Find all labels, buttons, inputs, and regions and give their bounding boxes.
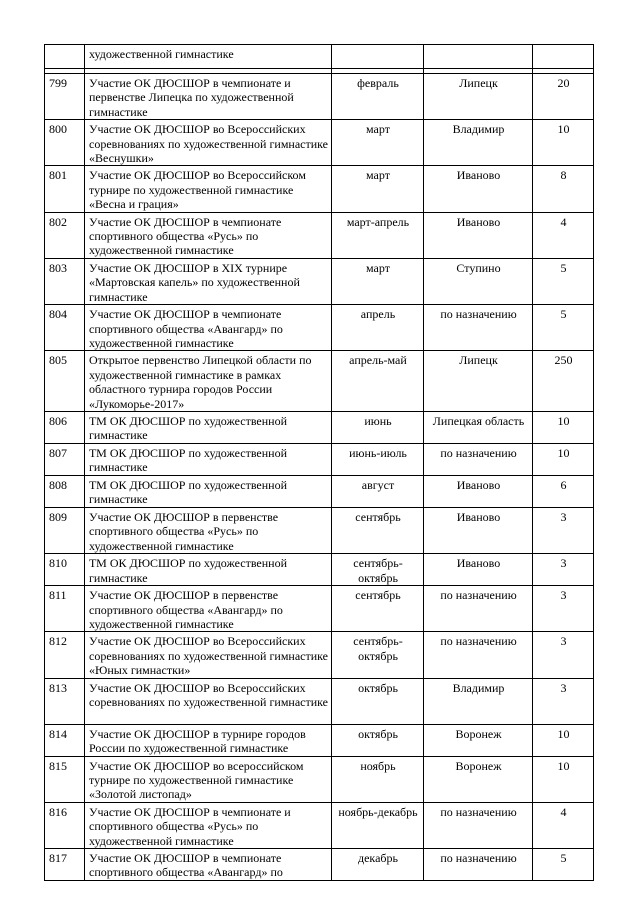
events-table-body (45, 45, 594, 881)
cell-place: по назначению (424, 802, 533, 848)
cell-number: 806 (45, 411, 85, 443)
cell-event-name: Участие ОК ДЮСШОР в первенстве спортивного общества «Авангард» по художественной гимнастике (85, 586, 332, 632)
cell-place: Владимир (424, 120, 533, 166)
table-row (45, 120, 594, 166)
cell-date: февраль (332, 74, 424, 120)
table-row (45, 632, 594, 678)
cell-number: 815 (45, 756, 85, 802)
table-row (45, 258, 594, 304)
cell-date: март-апрель (332, 212, 424, 258)
cell-count: 3 (533, 586, 594, 632)
cell-date: июнь-июль (332, 443, 424, 475)
cell-date: октябрь (332, 724, 424, 756)
cell-number: 812 (45, 632, 85, 678)
cell-event-name: Участие ОК ДЮСШОР во всероссийском турнире по художественной гимнастике «Золотой листопад» (85, 756, 332, 802)
table-row (45, 443, 594, 475)
table-row (45, 678, 594, 724)
cell-date: март (332, 258, 424, 304)
cell-place: Липецк (424, 74, 533, 120)
cell-date: апрель-май (332, 351, 424, 412)
table-row (45, 802, 594, 848)
cell-count: 3 (533, 507, 594, 553)
cell-count: 250 (533, 351, 594, 412)
cell-number: 814 (45, 724, 85, 756)
table-row (45, 411, 594, 443)
table-row (45, 74, 594, 120)
cell-number: 807 (45, 443, 85, 475)
cell-number: 805 (45, 351, 85, 412)
cell-number: 802 (45, 212, 85, 258)
table-row (45, 586, 594, 632)
cell-date: сентябрь-октябрь (332, 554, 424, 586)
cell-place: по назначению (424, 443, 533, 475)
table-row (45, 305, 594, 351)
cell-event-name: Участие ОК ДЮСШОР в первенстве спортивного общества «Русь» по художественной гимнастике (85, 507, 332, 553)
cell-date: декабрь (332, 849, 424, 881)
cell-count: 20 (533, 74, 594, 120)
cell-count: 3 (533, 632, 594, 678)
cell-event-name: Участие ОК ДЮСШОР в чемпионате и спортивного общества «Русь» по художественной гимнастике (85, 802, 332, 848)
cell-number: 804 (45, 305, 85, 351)
cell-date (332, 45, 424, 69)
cell-place: Иваново (424, 475, 533, 507)
cell-event-name: Участие ОК ДЮСШОР в чемпионате спортивного общества «Авангард» по художественной гимнастике (85, 305, 332, 351)
table-row (45, 212, 594, 258)
cell-event-name: художественной гимнастике (85, 45, 332, 69)
cell-event-name: Открытое первенство Липецкой области по художественной гимнастике в рамках областного турнира городов России «Лукоморье-2017» (85, 351, 332, 412)
cell-number: 813 (45, 678, 85, 724)
cell-place: по назначению (424, 586, 533, 632)
cell-count: 3 (533, 678, 594, 724)
cell-event-name: Участие ОК ДЮСШОР во Всероссийских соревнованиях по художественной гимнастике «Юных гимнастки» (85, 632, 332, 678)
cell-count: 10 (533, 120, 594, 166)
cell-place: Липецкая область (424, 411, 533, 443)
cell-count: 4 (533, 212, 594, 258)
cell-number: 809 (45, 507, 85, 553)
table-row (45, 475, 594, 507)
cell-place: Иваново (424, 554, 533, 586)
cell-date: ноябрь (332, 756, 424, 802)
cell-place: Воронеж (424, 756, 533, 802)
cell-place: Владимир (424, 678, 533, 724)
cell-number: 800 (45, 120, 85, 166)
events-table (44, 44, 594, 881)
cell-place (424, 45, 533, 69)
cell-number: 810 (45, 554, 85, 586)
cell-number: 803 (45, 258, 85, 304)
cell-place: по назначению (424, 632, 533, 678)
cell-event-name: Участие ОК ДЮСШОР в чемпионате и первенстве Липецка по художественной гимнастике (85, 74, 332, 120)
cell-date: ноябрь-декабрь (332, 802, 424, 848)
cell-date: октябрь (332, 678, 424, 724)
cell-event-name: Участие ОК ДЮСШОР в турнире городов России по художественной гимнастике (85, 724, 332, 756)
cell-event-name: Участие ОК ДЮСШОР во Всероссийском турнире по художественной гимнастике «Весна и грация» (85, 166, 332, 212)
cell-place: Иваново (424, 166, 533, 212)
cell-date: август (332, 475, 424, 507)
cell-count: 3 (533, 554, 594, 586)
cell-count: 10 (533, 411, 594, 443)
cell-number: 816 (45, 802, 85, 848)
cell-place: по назначению (424, 305, 533, 351)
cell-event-name: ТМ ОК ДЮСШОР по художественной гимнастике (85, 411, 332, 443)
cell-count: 6 (533, 475, 594, 507)
table-row (45, 849, 594, 881)
cell-count: 5 (533, 849, 594, 881)
cell-number: 799 (45, 74, 85, 120)
table-row (45, 756, 594, 802)
cell-place: Липецк (424, 351, 533, 412)
cell-date: март (332, 120, 424, 166)
cell-count: 4 (533, 802, 594, 848)
cell-count: 10 (533, 443, 594, 475)
cell-place: по назначению (424, 849, 533, 881)
cell-count: 8 (533, 166, 594, 212)
cell-number: 801 (45, 166, 85, 212)
cell-number (45, 45, 85, 69)
cell-event-name: Участие ОК ДЮСШОР в чемпионате спортивного общества «Русь» по художественной гимнастике (85, 212, 332, 258)
cell-count: 5 (533, 305, 594, 351)
cell-date: апрель (332, 305, 424, 351)
cell-date: март (332, 166, 424, 212)
cell-date: сентябрь (332, 507, 424, 553)
cell-event-name: Участие ОК ДЮСШОР во Всероссийских соревнованиях по художественной гимнастике «Веснушки» (85, 120, 332, 166)
cell-count (533, 45, 594, 69)
cell-count: 10 (533, 756, 594, 802)
cell-number: 817 (45, 849, 85, 881)
document-page (44, 44, 593, 881)
table-row (45, 724, 594, 756)
cell-date: сентябрь-октябрь (332, 632, 424, 678)
cell-event-name: ТМ ОК ДЮСШОР по художественной гимнастике (85, 443, 332, 475)
table-row (45, 507, 594, 553)
table-row (45, 166, 594, 212)
table-row-continued (45, 45, 594, 69)
cell-place: Иваново (424, 507, 533, 553)
table-row (45, 351, 594, 412)
cell-event-name: ТМ ОК ДЮСШОР по художественной гимнастике (85, 554, 332, 586)
cell-event-name: Участие ОК ДЮСШОР во Всероссийских соревнованиях по художественной гимнастике (85, 678, 332, 724)
cell-place: Иваново (424, 212, 533, 258)
cell-date: сентябрь (332, 586, 424, 632)
table-row (45, 554, 594, 586)
cell-count: 10 (533, 724, 594, 756)
cell-number: 808 (45, 475, 85, 507)
cell-place: Воронеж (424, 724, 533, 756)
cell-count: 5 (533, 258, 594, 304)
cell-date: июнь (332, 411, 424, 443)
cell-number: 811 (45, 586, 85, 632)
cell-event-name: ТМ ОК ДЮСШОР по художественной гимнастике (85, 475, 332, 507)
cell-event-name: Участие ОК ДЮСШОР в чемпионате спортивного общества «Авангард» по (85, 849, 332, 881)
cell-event-name: Участие ОК ДЮСШОР в XIX турнире «Мартовская капель» по художественной гимнастике (85, 258, 332, 304)
cell-place: Ступино (424, 258, 533, 304)
